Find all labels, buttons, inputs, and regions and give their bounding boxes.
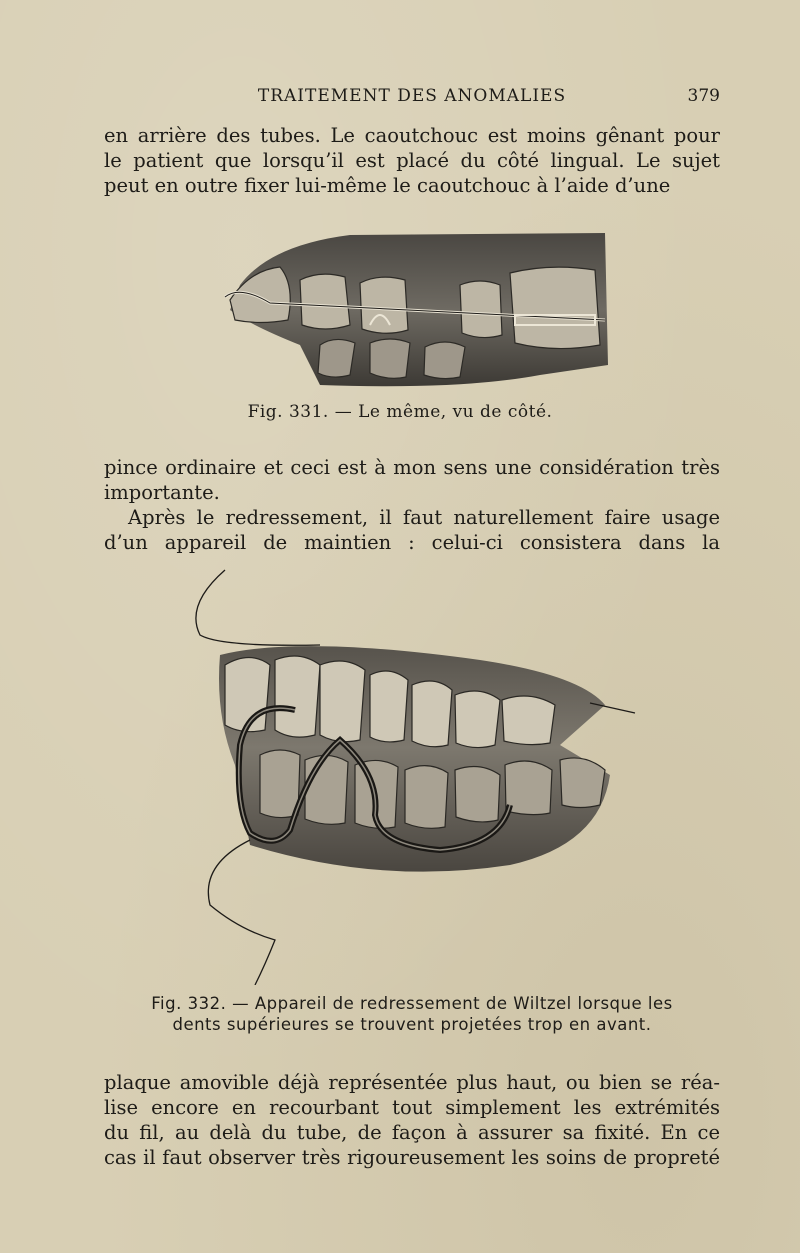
text-line: importante. (104, 481, 220, 504)
text-line: cas il faut observer très rigoureusement les soins de propreté (104, 1146, 720, 1169)
running-header (104, 86, 720, 110)
text-line: du fil, au delà du tube, de façon à assurer sa fixité. En ce (104, 1121, 720, 1144)
dental-cast-side-view-image (210, 225, 610, 390)
wiltzel-appliance-image (180, 565, 640, 985)
text-line: en arrière des tubes. Le caoutchouc est moins gênant pour (104, 124, 720, 147)
paragraph-1 (104, 123, 720, 198)
figure-332-illustration (180, 565, 640, 985)
text-line: plaque amovible déjà représentée plus haut, ou bien se réa- (104, 1071, 720, 1094)
text-line: le patient que lorsqu’il est placé du côté lingual. Le sujet (104, 149, 720, 172)
running-title: TRAITEMENT DES ANOMALIES (257, 86, 567, 106)
figure-332-caption-line: dents supérieures se trouvent projetées trop en avant. (172, 1015, 652, 1034)
text-line: pince ordinaire et ceci est à mon sens une considération très (104, 456, 720, 479)
page-number: 379 (687, 86, 720, 106)
text-line: d’un appareil de maintien : celui-ci consistera dans la (104, 531, 720, 554)
text-line: peut en outre fixer lui-même le caoutchouc à l’aide d’une (104, 174, 671, 197)
paragraph-2 (104, 455, 720, 555)
figure-332-caption-line: Fig. 332. — Appareil de redressement de Wiltzel lorsque les (151, 994, 673, 1013)
figure-331-caption: Fig. 331. — Le même, vu de côté. (247, 402, 553, 422)
figure-331-illustration (210, 225, 610, 390)
text-line: Après le redressement, il faut naturellement faire usage (128, 506, 720, 529)
text-line: lise encore en recourbant tout simplement les extrémités (104, 1096, 720, 1119)
paragraph-3 (104, 1070, 720, 1170)
